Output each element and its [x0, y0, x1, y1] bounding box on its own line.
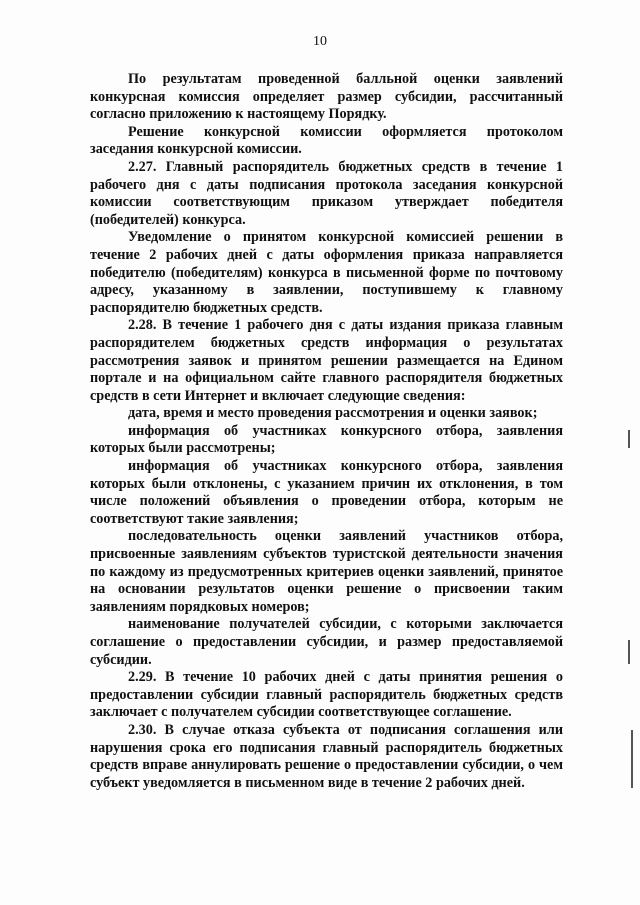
paragraph: информация об участниках конкурсного отбора, заявления которых были рассмотрены; [90, 422, 563, 457]
paragraph: 2.30. В случае отказа субъекта от подписания соглашения или нарушения срока его подписания главный распорядитель бюджетных средств вправе аннулировать решение о предоставлении субсидии, о чем субъект уведомляется в письменном виде в течение 2 рабочих дней. [90, 721, 563, 791]
document-body [90, 71, 563, 792]
scan-mark [631, 730, 633, 788]
paragraph: По результатам проведенной балльной оценки заявлений конкурсная комиссия определяет размер субсидии, рассчитанный согласно приложению к настоящему Порядку. [90, 71, 563, 123]
paragraph: Уведомление о принятом конкурсной комиссией решении в течение 2 рабочих дней с даты оформления приказа направляется победителю (победителям) конкурса в письменной форме по почтовому адресу, указанному в заявлении, поступившему к главному распорядителю бюджетных средств. [90, 229, 563, 316]
paragraph: 2.28. В течение 1 рабочего дня с даты издания приказа главным распорядителем бюджетных средств информация о результатах рассмотрения заявок и принятом решении размещается на Едином портале и на официальном сайте главного распорядителя бюджетных средств в сети Интернет и включает следующие сведения: [90, 317, 563, 404]
paragraph: последовательность оценки заявлений участников отбора, присвоенные заявлениям субъектов туристской деятельности значения по каждому из предусмотренных критериев оценки заявлений, принятое на основании результатов оценки решение о присвоении таким заявлениям порядковых номеров; [90, 528, 563, 615]
paragraph: информация об участниках конкурсного отбора, заявления которых были отклонены, с указанием причин их отклонения, в том числе положений объявления о проведении отбора, которым не соответствуют такие заявления; [90, 458, 563, 527]
paragraph: 2.27. Главный распорядитель бюджетных средств в течение 1 рабочего дня с даты подписания протокола заседания конкурсной комиссии соответствующим приказом утверждает победителя (победителей) конкурса. [90, 158, 563, 228]
scan-mark [628, 430, 630, 448]
paragraph: наименование получателей субсидии, с которыми заключается соглашение о предоставлении субсидии, и размер предоставляемой субсидии. [90, 616, 563, 668]
paragraph: дата, время и место проведения рассмотрения и оценки заявок; [128, 405, 538, 422]
paragraph: Решение конкурсной комиссии оформляется протоколом заседания конкурсной комиссии. [90, 123, 563, 158]
page-number: 10 [313, 34, 327, 49]
paragraph: 2.29. В течение 10 рабочих дней с даты принятия решения о предоставлении субсидии главный распорядитель бюджетных средств заключает с получателем субсидии соответствующее соглашение. [90, 669, 563, 721]
scan-mark [628, 640, 630, 664]
